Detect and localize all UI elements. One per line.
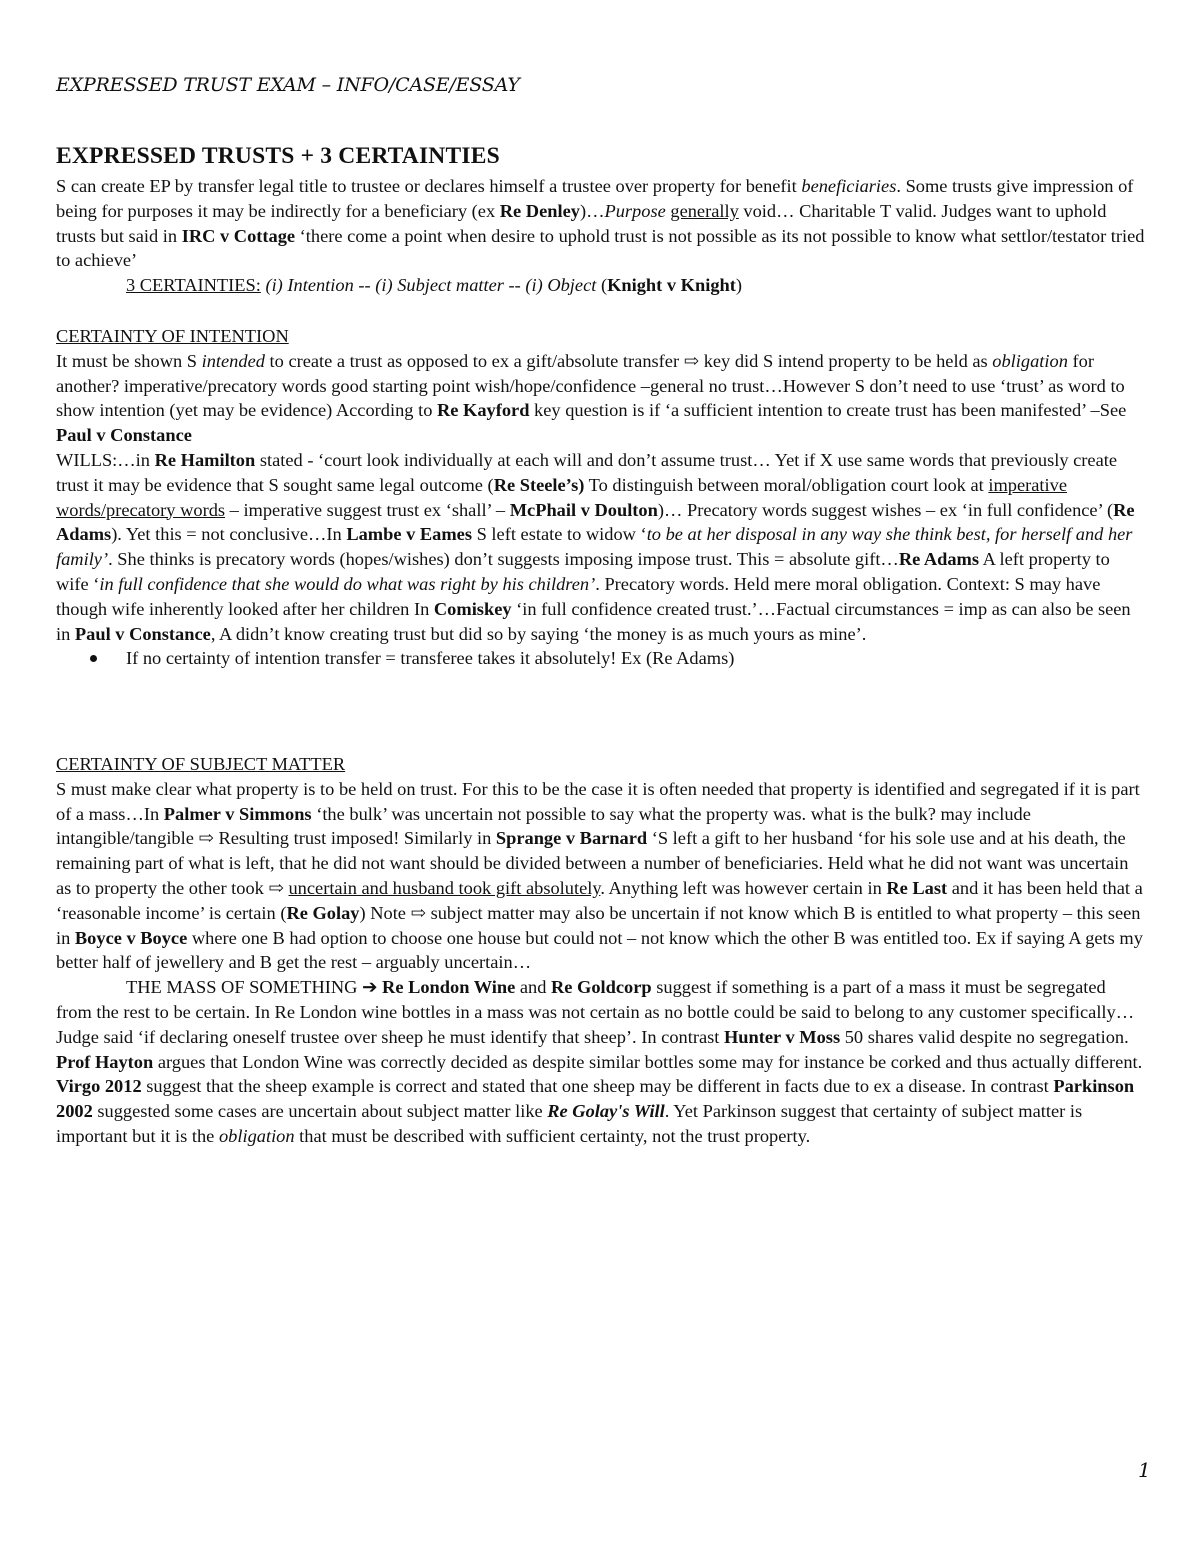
case-name: Re Goldcorp bbox=[551, 977, 652, 998]
text-run: . She thinks is precatory words (hopes/wishes) don’t suggests imposing impose trust. This = absolute gift… bbox=[108, 549, 899, 570]
text-run: obligation bbox=[218, 1125, 295, 1146]
text-run: to create a trust as opposed to ex a gift/absolute transfer ⇨ key did S intend property to be held as bbox=[264, 350, 993, 371]
text-run: and bbox=[515, 977, 552, 998]
text-run: suggest that the sheep example is correct and stated that one sheep may be different in facts due to ex a disease. In contrast bbox=[141, 1076, 1054, 1097]
text-run: , A didn’t know creating trust but did so by saying ‘the money is as much yours as mine’. bbox=[210, 623, 867, 644]
text-run: argues that London Wine was correctly decided as despite similar bottles some may for instance be corked and thus actually different. bbox=[153, 1051, 1143, 1072]
text-run: key question is if ‘a sufficient intention to create trust has been manifested’ –See bbox=[529, 400, 1127, 421]
text-run: for another? imperative/precatory words good starting point wish/hope/confidence –general no trust…However S don’t need to use ‘trust’ as word to show intention (yet may be evidence) According to bbox=[56, 350, 1125, 421]
text-run: stated - ‘court look individually at each will and don’t assume trust… Yet if X use same words that previously create trust it may be evidence that S sought same legal outcome ( bbox=[56, 449, 1118, 495]
case-name: Virgo 2012 bbox=[56, 1076, 142, 1097]
intention-section bbox=[56, 324, 1146, 671]
case-name: McPhail v Doulton bbox=[509, 499, 658, 520]
text-run: )… Precatory words suggest wishes – ex ‘in full confidence’ ( bbox=[657, 499, 1114, 520]
case-name: Lambe v Eames bbox=[346, 524, 472, 545]
text-run: – imperative suggest trust ex ‘shall’ – bbox=[225, 499, 510, 520]
section-title: EXPRESSED TRUSTS + 3 CERTAINTIES bbox=[56, 143, 500, 169]
text-run: ‘S left a gift to her husband ‘for his sole use and at his death, the remaining part of what is left, that he did not want should be divided between a number of beneficiaries. Held what he did not want was uncertain as to property the other took ⇨ bbox=[56, 828, 1129, 898]
text-run: ‘the bulk’ was uncertain not possible to say what the property was. what is the bulk? may include intangible/tangible ⇨ Resulting trust imposed! Similarly in bbox=[56, 803, 1031, 849]
text-run: ‘in full confidence created trust.’…Factual circumstances = imp as can also be seen in bbox=[56, 598, 1131, 644]
text-run: uncertain and husband took gift absolutely bbox=[288, 877, 601, 898]
text-run: To distinguish between moral/obligation court look at bbox=[584, 474, 989, 495]
text-run: where one B had option to choose one house but could not – not know which the other B was entitled too. Ex if saying A gets my better half of jewellery and B get the rest – arguably uncertain… bbox=[56, 927, 1143, 973]
indent-spacer bbox=[56, 977, 126, 997]
certainties-label: 3 CERTAINTIES: bbox=[126, 275, 261, 296]
case-name: Re Golay's Will bbox=[547, 1101, 665, 1122]
text-run: 50 shares valid despite no segregation. bbox=[840, 1026, 1129, 1047]
subject-heading: CERTAINTY OF SUBJECT MATTER bbox=[56, 754, 346, 774]
text-run: S can create EP by transfer legal title to trustee or declares himself a trustee over property for benefit bbox=[56, 176, 802, 196]
case-name: Boyce v Boyce bbox=[74, 927, 188, 948]
certainties-list: (i) Intention -- (i) Subject matter -- (i) Object bbox=[260, 275, 597, 296]
bullet-text: If no certainty of intention transfer = transferee takes it absolutely! Ex (Re Adams) bbox=[126, 648, 735, 669]
case-name: Re Golay bbox=[286, 902, 360, 923]
quote: in full confidence that she would do what was right by his children’ bbox=[99, 573, 596, 594]
case-name: Paul v Constance bbox=[56, 425, 192, 446]
text-run: . Yet Parkinson suggest that certainty of subject matter is important but it is the bbox=[56, 1101, 1083, 1146]
case-name: Hunter v Moss bbox=[723, 1026, 841, 1047]
case-name: Re Steele’s) bbox=[493, 474, 585, 495]
text-run: ‘there come a point when desire to uphold trust is not possible as its not possible to know what settlor/testator tried to achieve’ bbox=[56, 225, 1145, 271]
case-name: Parkinson 2002 bbox=[56, 1076, 1135, 1122]
intention-heading: CERTAINTY OF INTENTION bbox=[56, 326, 289, 346]
bullet-item bbox=[56, 646, 1146, 671]
text-run: . Some trusts give impression of being for purposes it may be indirectly for a beneficiary (ex bbox=[56, 176, 1134, 221]
quote: to be at her disposal in any way she think best, for herself and her family’ bbox=[56, 524, 1133, 570]
text-run: A left property to wife ‘ bbox=[56, 549, 1110, 594]
page-header: EXPRESSED TRUST EXAM – INFO/CASE/ESSAY bbox=[56, 74, 520, 96]
text-run: ) Note ⇨ subject matter may also be uncertain if not know which B is entitled to what property – this seen in bbox=[56, 902, 1141, 948]
intro-paragraph bbox=[56, 174, 1146, 273]
text-run: WILLS:…in bbox=[56, 449, 155, 470]
text-run: )… bbox=[579, 200, 605, 221]
text-run: S must make clear what property is to be held on trust. For this to be the case it is often needed that property is identified and segregated if it is part of a mass…In bbox=[56, 778, 1140, 824]
subject-section bbox=[56, 752, 1146, 1149]
text-run: ) bbox=[735, 275, 742, 296]
certainties-line bbox=[56, 273, 1146, 298]
text-run: Purpose bbox=[604, 200, 666, 221]
text-run: It must be shown S bbox=[56, 350, 202, 371]
subject-paragraph-2 bbox=[56, 975, 1146, 1149]
case-name: Re Adams bbox=[56, 499, 1135, 545]
text-run: ). Yet this = not conclusive…In bbox=[111, 524, 347, 545]
case-name: Re Adams bbox=[898, 549, 980, 570]
bullet-dot-icon bbox=[90, 655, 97, 662]
text-run: beneficiaries bbox=[801, 176, 897, 196]
case-name: Re Hamilton bbox=[154, 449, 256, 470]
text-run: . Precatory words. Held mere moral obligation. Context: S may have though wife inherently looked after her children In bbox=[56, 573, 1101, 619]
case-name: Re London Wine bbox=[382, 977, 516, 998]
intro-section bbox=[56, 174, 1146, 298]
text-run: suggested some cases are uncertain about subject matter like bbox=[92, 1101, 548, 1122]
text-run: imperative words/precatory words bbox=[56, 474, 1067, 520]
case-name: IRC v Cottage bbox=[181, 225, 296, 246]
case-name: Knight v Knight bbox=[607, 275, 736, 296]
text-run: generally bbox=[670, 200, 739, 221]
case-name: Sprange v Barnard bbox=[495, 828, 648, 849]
text-run: intended bbox=[201, 350, 265, 371]
text-run: that must be described with sufficient certainty, not the trust property. bbox=[294, 1125, 811, 1146]
case-name: Palmer v Simmons bbox=[163, 803, 312, 824]
text-run: ( bbox=[596, 275, 608, 296]
case-name: Prof Hayton bbox=[56, 1051, 154, 1072]
subject-paragraph-1 bbox=[56, 777, 1146, 975]
case-name: Paul v Constance bbox=[74, 623, 211, 644]
text-run: suggest if something is a part of a mass it must be segregated from the rest to be certain. In Re London wine bottles in a mass was not certain as no bottle could be said to belong to any customer specifically…Judge said ‘if declaring oneself trustee over sheep he must identify that sheep’. In contrast bbox=[56, 977, 1135, 1047]
case-name: Re Last bbox=[886, 877, 948, 898]
text-run: . Anything left was however certain in bbox=[600, 877, 887, 898]
text-run: void… Charitable T valid. Judges want to uphold trusts but said in bbox=[56, 200, 1107, 246]
page-number: 1 bbox=[1138, 1458, 1151, 1482]
text-run: S left estate to widow ‘ bbox=[472, 524, 647, 545]
intention-paragraph-2 bbox=[56, 448, 1146, 646]
case-name: Re Kayford bbox=[437, 400, 530, 421]
case-name: Re Denley bbox=[499, 200, 580, 221]
case-name: Comiskey bbox=[433, 598, 512, 619]
text-run: and it has been held that a ‘reasonable income’ is certain ( bbox=[56, 877, 1143, 923]
text-run: THE MASS OF SOMETHING ➔ bbox=[126, 977, 383, 998]
intention-paragraph-1 bbox=[56, 349, 1146, 448]
text-run: obligation bbox=[992, 350, 1068, 371]
